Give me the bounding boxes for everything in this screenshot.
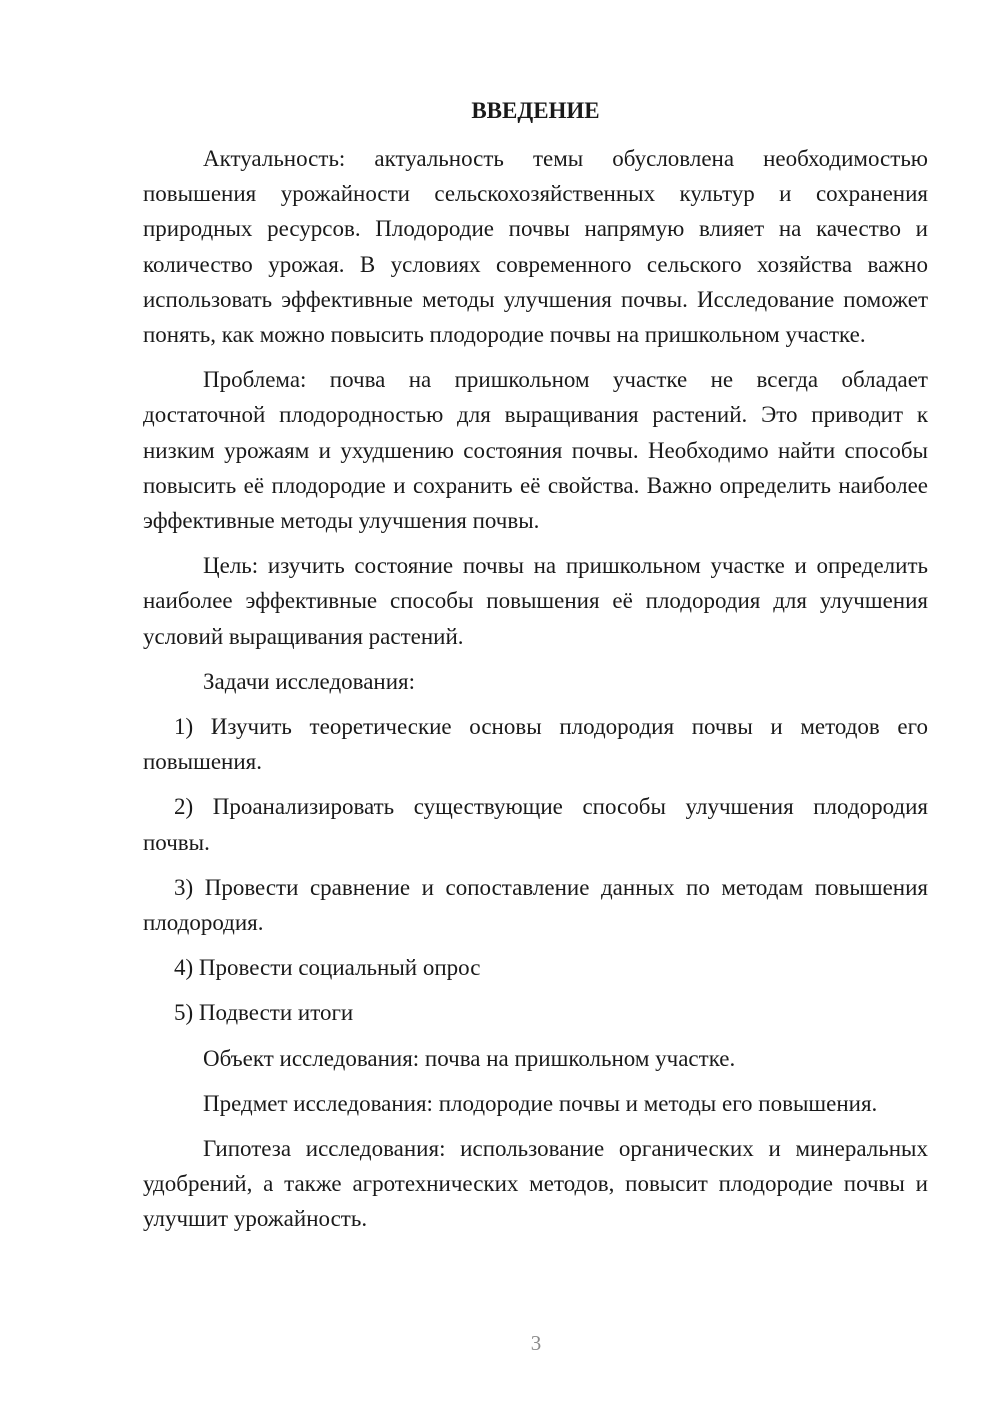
list-item-task-1: 1) Изучить теоретические основы плодородия почвы и методов его повышения. [143, 714, 928, 775]
list-item-task-4: 4) Провести социальный опрос [174, 955, 481, 981]
document-body [143, 94, 928, 1247]
page-number: 3 [530, 1331, 542, 1355]
paragraph-problem: Проблема: почва на пришкольном участке не всегда обладает достаточной плодородностью для выращивания растений. Это приводит к низким урожаям и ухудшению состояния почвы. Необходимо найти способы повысить её плодородие и сохранить её свойства. Важно определить наиболее эффективные методы улучшения почвы. [143, 367, 928, 534]
paragraph-relevance: Актуальность: актуальность темы обусловлена необходимостью повышения урожайности сельскохозяйственных культур и сохранения природных ресурсов. Плодородие почвы напрямую влияет на качество и количество урожая. В условиях современного сельского хозяйства важно использовать эффективные методы улучшения почвы. Исследование поможет понять, как можно повысить плодородие почвы на пришкольном участке. [143, 146, 928, 348]
list-item-task-5: 5) Подвести итоги [174, 1000, 354, 1026]
paragraph-hypothesis: Гипотеза исследования: использование органических и минеральных удобрений, а также агротехнических методов, повысит плодородие почвы и улучшит урожайность. [143, 1136, 928, 1232]
list-item-task-3: 3) Провести сравнение и сопоставление данных по методам повышения плодородия. [143, 874, 928, 936]
section-heading: ВВЕДЕНИЕ [471, 98, 600, 123]
paragraph-object: Объект исследования: почва на пришкольном участке. [203, 1045, 736, 1071]
paragraph-tasks-heading: Задачи исследования: [203, 668, 416, 694]
paragraph-subject: Предмет исследования: плодородие почвы и методы его повышения. [203, 1090, 878, 1116]
paragraph-goal: Цель: изучить состояние почвы на пришкольном участке и определить наиболее эффективные способы повышения её плодородия для улучшения условий выращивания растений. [143, 553, 928, 649]
list-item-task-2: 2) Проанализировать существующие способы улучшения плодородия почвы. [143, 794, 928, 855]
